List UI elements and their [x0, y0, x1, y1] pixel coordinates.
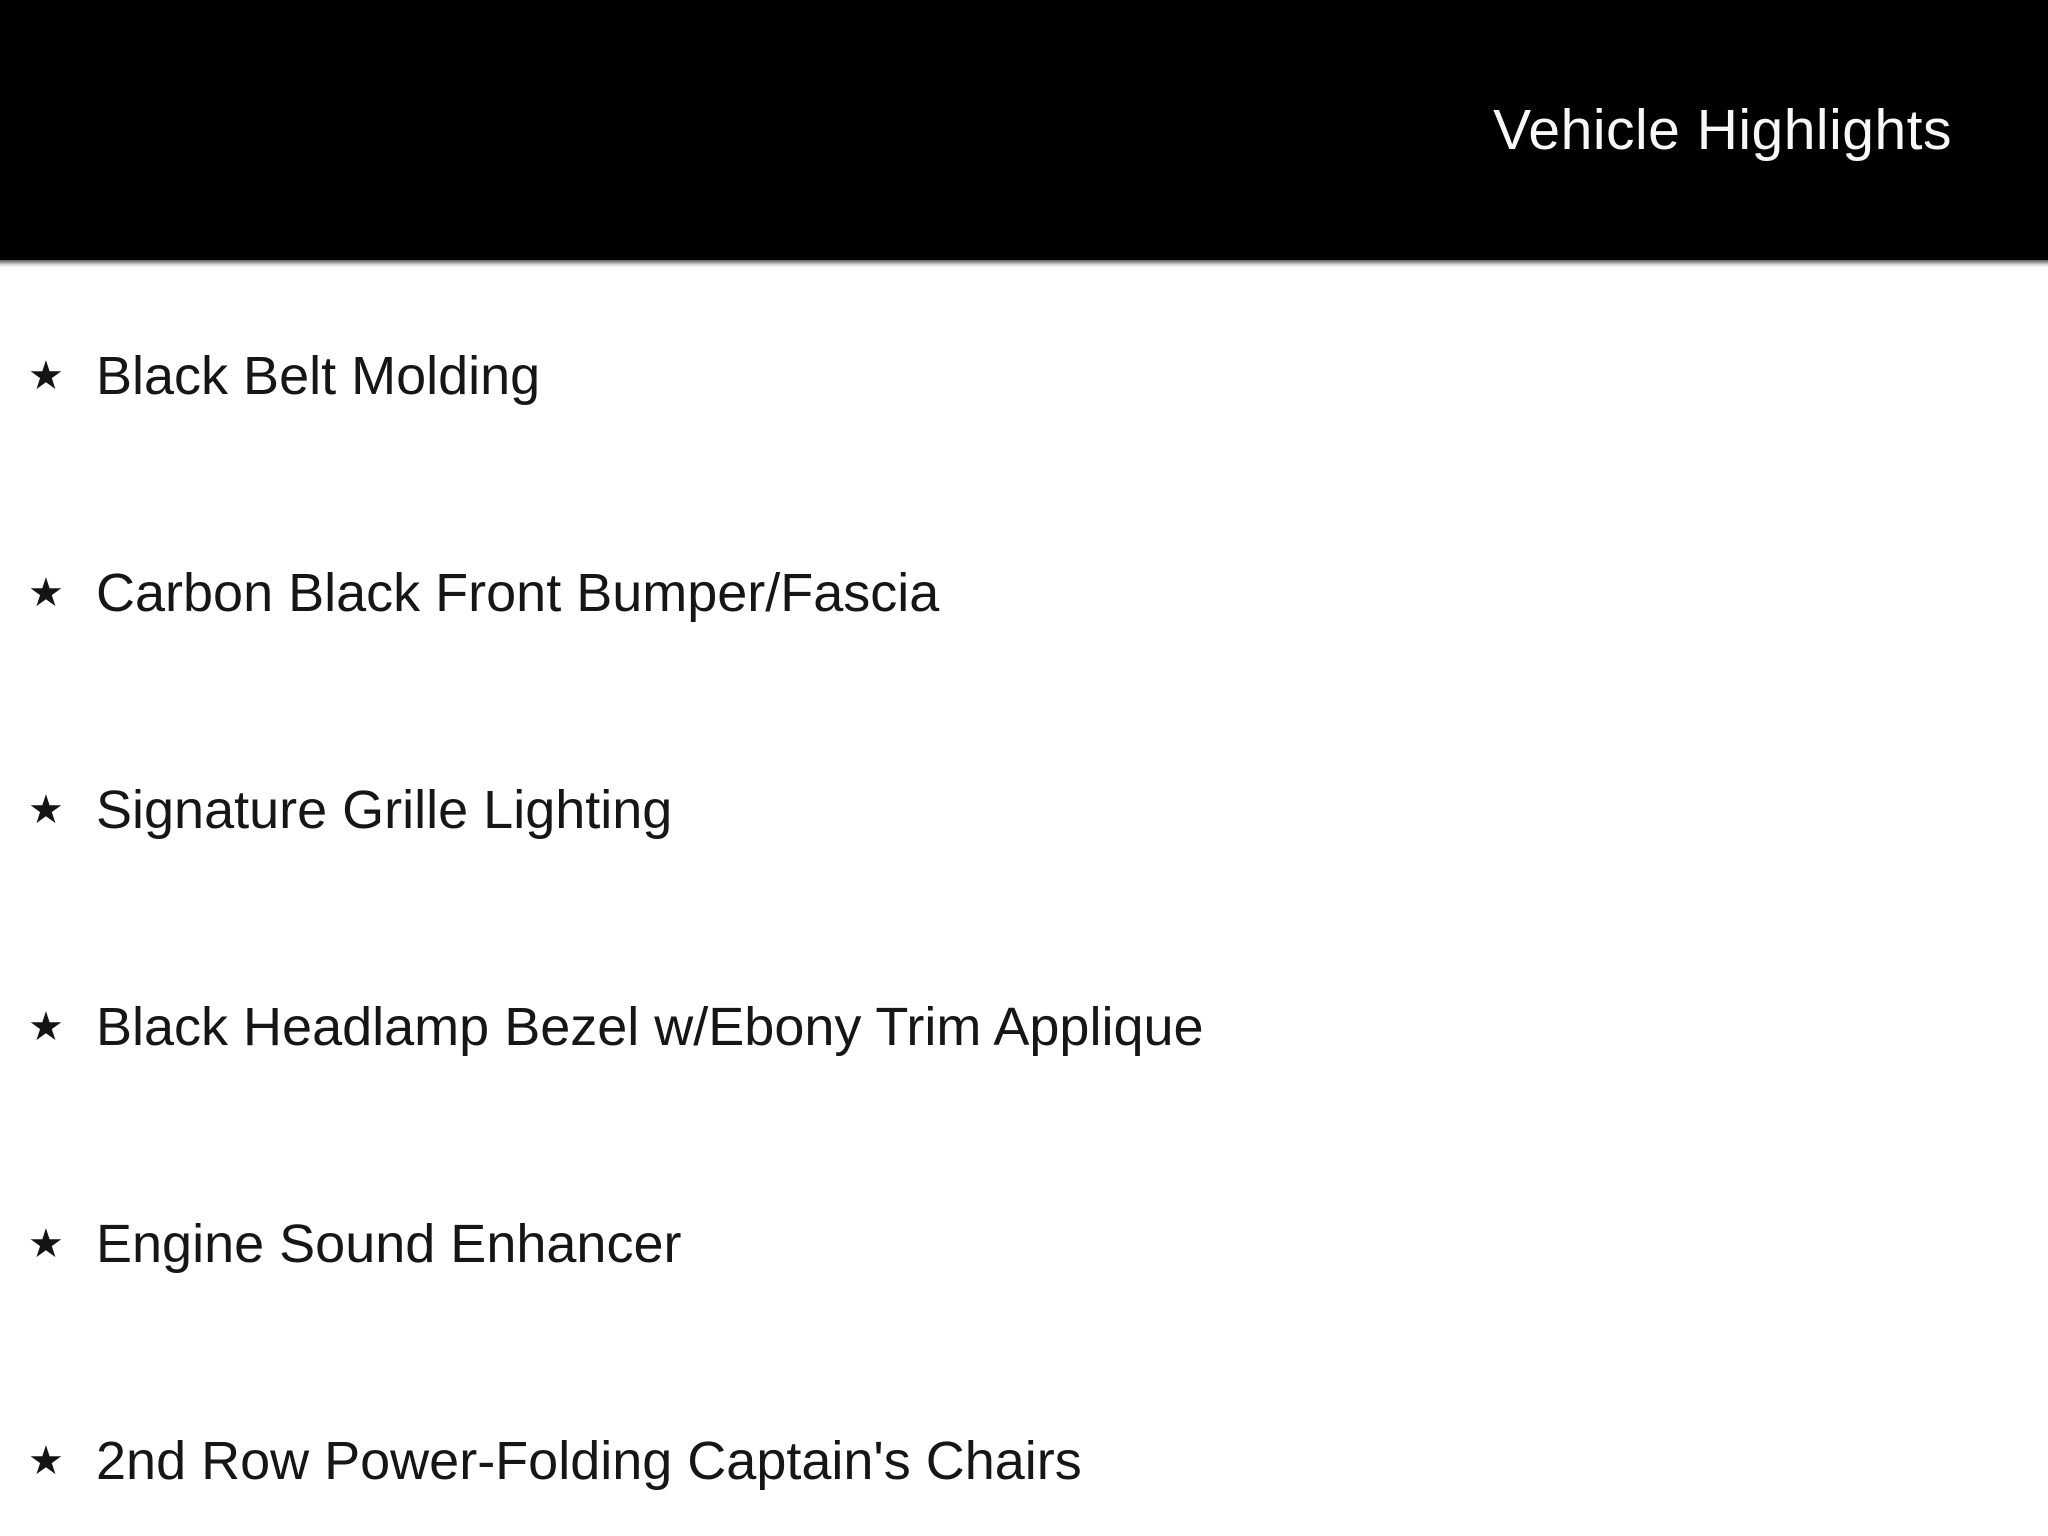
header-bar	[0, 0, 2048, 260]
highlight-label: Black Belt Molding	[96, 345, 541, 406]
highlight-label: Black Headlamp Bezel w/Ebony Trim Applique	[96, 996, 1204, 1057]
header-bottom-fade	[0, 260, 2048, 267]
header-title-container	[1493, 0, 1952, 260]
highlight-list-item	[0, 701, 2048, 918]
star-icon: ★	[28, 570, 64, 615]
highlight-label: Carbon Black Front Bumper/Fascia	[96, 562, 940, 623]
highlight-label: 2nd Row Power-Folding Captain's Chairs	[96, 1430, 1082, 1491]
star-icon: ★	[28, 353, 64, 398]
highlight-label: Engine Sound Enhancer	[96, 1213, 682, 1274]
page-title: Vehicle Highlights	[1493, 98, 1952, 162]
highlight-list-item	[0, 918, 2048, 1135]
highlights-list	[0, 267, 2048, 1536]
highlight-list-item	[0, 484, 2048, 701]
highlight-list-item	[0, 1352, 2048, 1536]
star-icon: ★	[28, 1438, 64, 1483]
highlight-label: Signature Grille Lighting	[96, 779, 673, 840]
highlight-list-item	[0, 267, 2048, 484]
highlight-list-item	[0, 1135, 2048, 1352]
star-icon: ★	[28, 1004, 64, 1049]
star-icon: ★	[28, 787, 64, 832]
star-icon: ★	[28, 1221, 64, 1266]
